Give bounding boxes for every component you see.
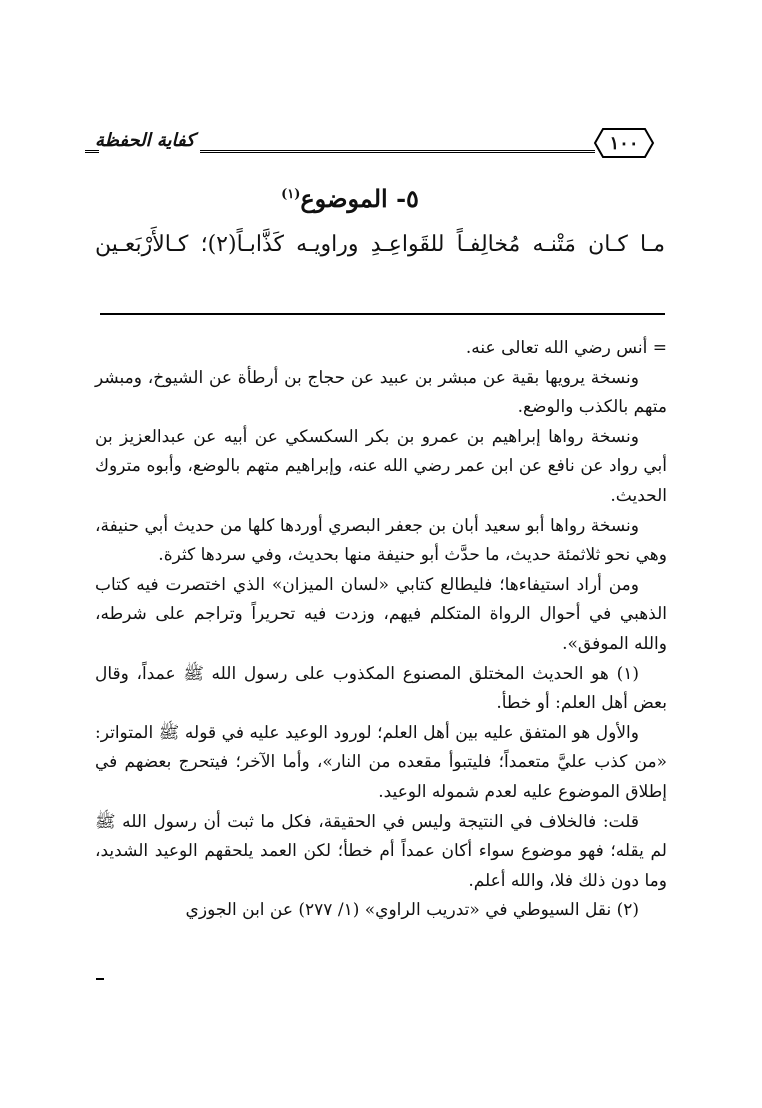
footnotes [95, 334, 667, 926]
footnote-paragraph: = أنس رضي الله تعالى عنه. [465, 338, 667, 358]
footnote-paragraph: ونسخة يرويها بقية عن مبشر بن عبيد عن حجاج بن أرطأة عن الشيوخ، ومبشر متهم بالكذب والوضع. [95, 367, 667, 418]
header-book-title: كفاية الحفظة [95, 130, 195, 151]
footnote-separator [100, 313, 665, 315]
footnote-paragraph: ومن أراد استيفاءها؛ فليطالع كتابي «لسان الميزان» الذي اختصرت فيه كتاب الذهبي في أحوال الرواة المتكلم فيهم، وزدت فيه تحريراً وتراجم على شرطه، والله الموفق». [95, 574, 667, 654]
section-title [200, 184, 500, 213]
page-number-badge [593, 126, 655, 160]
section-title-note: (١) [281, 187, 301, 202]
continuation-mark [96, 978, 104, 980]
running-header [95, 126, 655, 166]
footnote-paragraph: (١) هو الحديث المختلق المصنوع المكذوب على رسول الله ﷺ عمداً، وقال بعض أهل العلم: أو خطأ. [95, 663, 667, 714]
footnote-paragraph: (٢) نقل السيوطي في «تدريب الراوي» (١/ ٢٧٧) عن ابن الجوزي [185, 900, 639, 921]
footnote-paragraph: قلت: فالخلاف في النتيجة وليس في الحقيقة، فكل ما ثبت أن رسول الله ﷺ لم يقله؛ فهو موضوع سواء أكان عمداً أم خطأ؛ لكن العمد يلحقهم الوعيد الشديد، وما دون ذلك فلا، والله أعلم. [95, 811, 667, 891]
footnote-paragraph: ونسخة رواها إبراهيم بن عمرو بن بكر السكسكي عن أبيه عن عبدالعزيز بن أبي رواد عن نافع عن ابن عمر رضي الله عنه، وإبراهيم متهم بالوضع، وأبوه متروك الحديث. [95, 426, 667, 506]
header-rule [200, 150, 595, 153]
page-number: ١٠٠ [609, 133, 639, 154]
definition-text: مـا كـان مَتْنـه مُخالِفـاً للقَواعِـدِ وراويـه كَذَّابـاً(٢)؛ كـالأَرْبَعـين [95, 232, 665, 257]
footnote-paragraph: ونسخة رواها أبو سعيد أبان بن جعفر البصري أوردها كلها من حديث أبي حنيفة، وهي نحو ثلاثمئة حديث، ما حدَّث أبو حنيفة منها بحديث، وفي سردها كثرة. [95, 515, 667, 566]
section-title-text: ٥- الموضوع [300, 184, 419, 213]
footnote-paragraph: والأول هو المتفق عليه بين أهل العلم؛ لورود الوعيد عليه في قوله ﷺ المتواتر: «من كذب عليَّ متعمداً؛ فليتبوأ مقعده من النار»، وأما الآخر؛ فيتحرج بعضهم في إطلاق الموضوع عليه لعدم شموله الوعيد. [95, 722, 667, 802]
